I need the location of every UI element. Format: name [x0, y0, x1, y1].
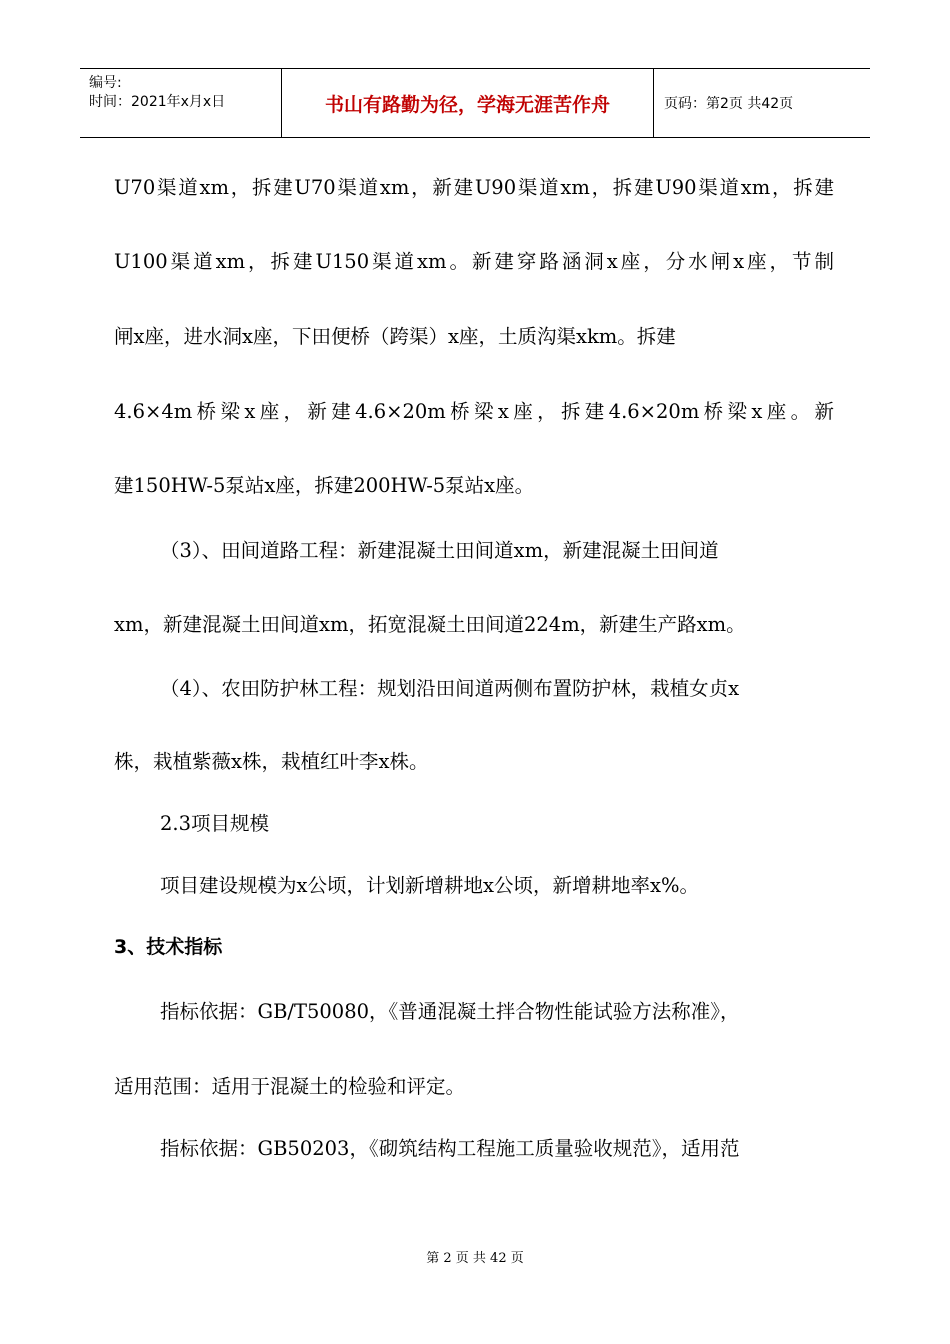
- body-line: （3）、田间道路工程：新建混凝土田间道xm，新建混凝土田间道: [160, 539, 719, 562]
- body-line: 建150HW-5泵站x座，拆建200HW-5泵站x座。: [114, 474, 535, 497]
- header-motto: 书山有路勤为径，学海无涯苦作舟: [282, 69, 654, 137]
- section-subtitle: 2.3项目规模: [160, 812, 270, 835]
- body-line: 4.6×4m桥梁x座，新建4.6×20m桥梁x座，拆建4.6×20m桥梁x座。新: [114, 400, 834, 423]
- page-footer: 第 2 页 共 42 页: [426, 1251, 524, 1266]
- body-line: （4）、农田防护林工程：规划沿田间道两侧布置防护林，栽植女贞x: [160, 677, 740, 700]
- document-header: [80, 68, 870, 138]
- body-line: 适用范围：适用于混凝土的检验和评定。: [114, 1075, 466, 1098]
- body-line: 闸x座，进水洞x座，下田便桥（跨渠）x座，土质沟渠xkm。拆建: [114, 325, 676, 348]
- header-page-info: 页码：第2页 共42页: [664, 96, 794, 112]
- body-line: U100渠道xm，拆建U150渠道xm。新建穿路涵洞x座，分水闸x座，节制: [114, 250, 834, 273]
- body-line: 指标依据：GB50203，《砌筑结构工程施工质量验收规范》，适用范: [160, 1137, 740, 1160]
- section-heading: 3、技术指标: [114, 936, 223, 958]
- number-label: 编号:: [89, 75, 122, 91]
- body-line: 株，栽植紫薇x株，栽植红叶李x株。: [114, 750, 429, 773]
- body-line: 项目建设规模为x公顷，计划新增耕地x公顷，新增耕地率x%。: [160, 874, 700, 897]
- body-line: U70渠道xm，拆建U70渠道xm，新建U90渠道xm，拆建U90渠道xm，拆建: [114, 176, 834, 199]
- body-line: xm，新建混凝土田间道xm，拓宽混凝土田间道224m，新建生产路xm。: [114, 613, 746, 636]
- header-meta: [80, 69, 282, 137]
- body-line: 指标依据：GB/T50080，《普通混凝土拌合物性能试验方法称准》，: [160, 1000, 740, 1023]
- time-label: 时间：2021年x月x日: [89, 94, 226, 110]
